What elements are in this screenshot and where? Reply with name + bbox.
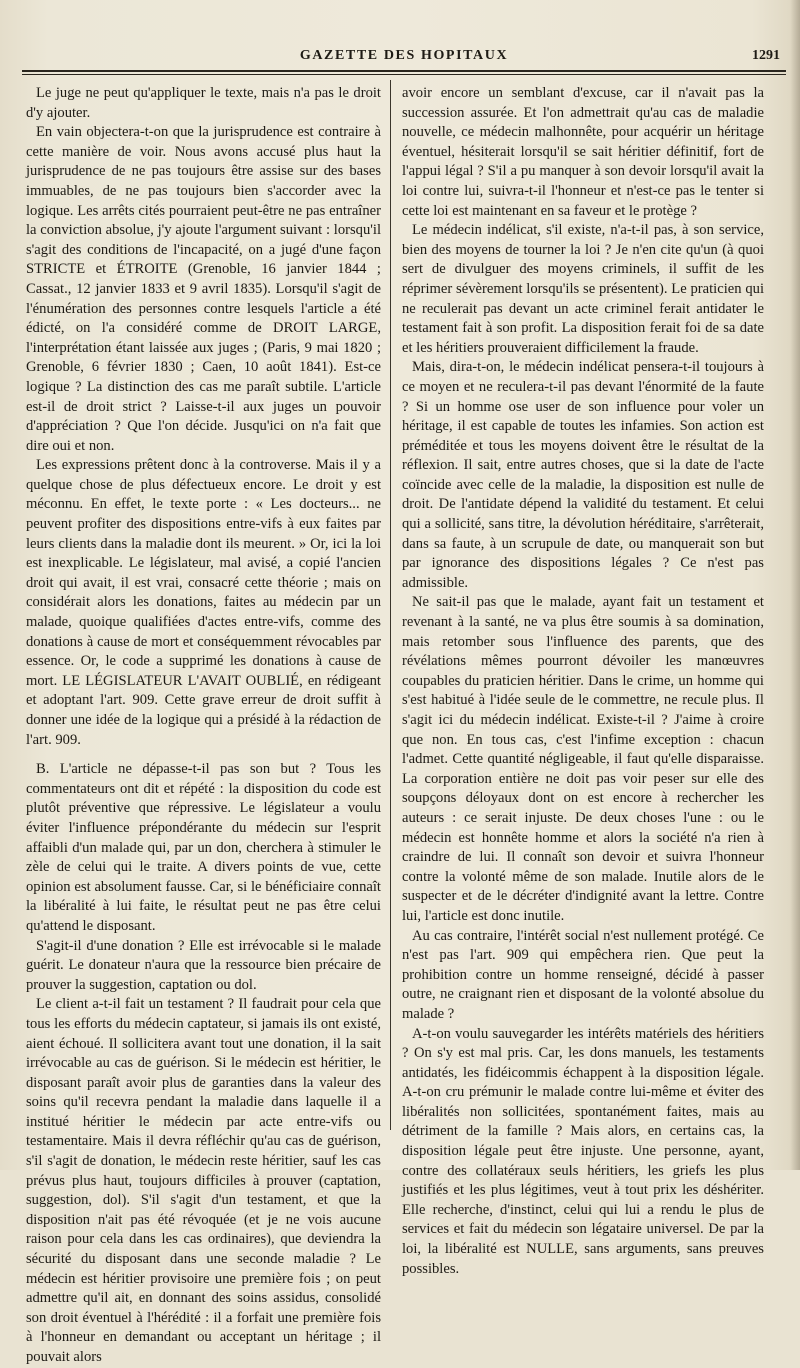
running-title: GAZETTE DES HOPITAUX: [299, 48, 509, 63]
paragraph: Les expressions prêtent donc à la controverse. Mais il y a quelque chose de plus défectueux encore. Le droit y est méconnu. En effet, le texte porte : « Les docteurs... ne peuvent profiter des dispositions entre-vifs à eux faites par leurs clients dans la maladie dont ils meurent. » Or, ici la loi est inexplicable. Le législateur, mal avisé, a copié l'ancien droit qui avait, il est vrai, consacré cette théorie ; mais on considérait alors les donations, faites au médecin par un malade, quoique qualifiées d'actes entre-vifs, comme des donations à cause de mort et conséquemment révocables par essence. Or, le code a supprimé les donations à cause de mort. LE LÉGISLATEUR L'AVAIT OUBLIÉ, en rédigeant et adoptant l'art. 909. Cette grave erreur de droit suffit à donner une idée de la logique qui a présidé à la rédaction de l'art. 909.: [26, 457, 381, 748]
paragraph: Mais, dira-t-on, le médecin indélicat pensera-t-il toujours à ce moyen et ne reculera-t-il pas devant l'énormité de la faute ? Si un homme ose user de son influence pour voler un héritage, il est capable de toutes les infamies. Son action est préméditée et tous les moyens doivent être le résultat de la réflexion. Il sait, entre autres choses, que si la date de l'acte coïncide avec celle de la maladie, la disposition est nulle de droit. De l'antidate dépend la validité du testament. Et celui qui a sollicité, sans titre, la dévolution héréditaire, s'arrêterait, dans sa faute, à un scrupule de date, ou manquerait son but par ignorance des dispositions légales ? Ce n'est pas admissible.: [402, 359, 764, 591]
paragraph: Le client a-t-il fait un testament ? Il faudrait pour cela que tous les efforts du médecin captateur, si jamais ils ont existé, aient échoué. Il sollicitera avant tout une donation, il la sait irrévocable au cas de guérison. Si le médecin est héritier, le disposant paraît avoir plus de garanties dans la valeur des soins qu'il recevra pendant la maladie dans laquelle il a institué héritier le médecin par acte entre-vifs ou testamentaire. Mais il devra réfléchir qu'au cas de guérison, s'il s'agit de donation, le médecin reste héritier, sauf les cas prévus plus haut, toujours difficiles à prouver (captation, suggestion, dol). S'il s'agit d'un testament, et que la disposition n'ait pas été révoquée (et je ne vois aucune raison pour cela dans les cas ordinaires), que deviendra la sécurité du disposant dans une seconde maladie ? Le médecin est héritier provisoire une première fois ; on peut admettre qu'il ait, en donnant des soins assidus, consolidé son droit éventuel à l'hérédité : il a forfait une première fois à l'honneur en demandant ou acceptant un héritage ; il pouvait alors: [26, 996, 381, 1365]
page-edge-shadow: [790, 0, 800, 1170]
paragraph: Au cas contraire, l'intérêt social n'est nullement protégé. Ce n'est pas l'art. 909 qui empêchera rien. Que peut la prohibition contre un homme renseigné, décidé à passer outre, ne craignant rien et disposant de la volonté absolue du malade ?: [402, 927, 764, 1022]
paragraph: En vain objectera-t-on que la jurisprudence est contraire à cette manière de voir. Nous avons accusé plus haut la jurisprudence de ne pas toujours être assise sur des bases immuables, de ne pas toujours bien s'accorder avec la logique. Les arrêts cités pourraient peut-être ne pas entraîner la conviction absolue, j'y ajoute l'argument suivant : lorsqu'il s'agit des conditions de l'incapacité, on a jugé d'une façon STRICTE et ÉTROITE (Grenoble, 16 janvier 1844 ; Cassat., 12 janvier 1833 et 9 avril 1835). Lorsqu'il s'agit de l'énumération des personnes contre lesquels l'article a été édicté, on l'a considéré comme de DROIT LARGE, l'interprétation étant laissée aux juges ; (Paris, 9 mai 1820 ; Grenoble, 6 février 1830 ; Caen, 10 août 1841). Est-ce logique ? La distinction des cas me paraît subtile. L'article est-il de droit strict ? Laisse-t-il aux juges un pouvoir d'appréciation ? Que l'on décide. Jusqu'ici on n'a fait que dire oui et non.: [26, 124, 381, 454]
paragraph: B. L'article ne dépasse-t-il pas son but ? Tous les commentateurs ont dit et répété : la disposition du code est plutôt préventive que répressive. Le législateur a voulu éviter l'influence prépondérante du médecin sur l'esprit affaibli d'un malade qui, par un don, cherchera à stimuler le zèle de celui qui le traite. A divers points de vue, cette opinion est absolument fausse. Car, si le bénéficiaire connaît la libéralité à lui faite, le résultat peut ne pas être celui qu'attend le disposant.: [26, 761, 381, 934]
paragraph: Ne sait-il pas que le malade, ayant fait un testament et revenant à la santé, ne va plus être soumis à sa domination, mais retomber sous l'influence des parents, que des révélations mêmes pourront dévoiler les manœuvres coupables du praticien héritier. Dans le crime, un homme qui s'est habitué à l'idée seule de le commettre, ne recule plus. Il s'agit ici du médecin indélicat. Existe-t-il ? J'aime à croire que non. En tous cas, c'est l'infime exception : chacun l'admet. Cette quantité négligeable, il faut qu'elle disparaisse. La corporation entière ne doit pas voir peser sur elle des soupçons déloyaux dont on est encore à rechercher les auteurs : ce serait injuste. De deux choses l'une : ou le médecin est honnête homme et alors la société n'a rien à craindre de lui. Il connaît son devoir et suivra l'honneur contre la volonté même de son malade. Inutile alors de le suspecter et de le décréter d'indignité avant la lettre. Contre lui, l'article est donc inutile.: [402, 594, 764, 924]
page-header: [22, 42, 786, 68]
left-column: [26, 84, 381, 1368]
header-rule-thick: [22, 70, 786, 72]
column-separator: [390, 80, 391, 1130]
paragraph: A-t-on voulu sauvegarder les intérêts matériels des héritiers ? On s'y est mal pris. Car, les dons manuels, les testaments antidatés, les fidéicommis échappent à la disposition légale. A-t-on cru prémunir le malade contre lui-même et éviter des libéralités non sollicitées, spontanément faites, mais au détriment de la famille ? Mais alors, en certains cas, la disposition légale peut être injuste. Une personne, ayant, contre des collatéraux seuls héritiers, les griefs les plus justifiés et les plus légitimes, veut à tout prix les déshériter. Elle recherche, d'instinct, celui qui lui a rendu le plus de services et fait du médecin son légataire universel. De par la loi, la libéralité est NULLE, sans arguments, sans preuves possibles.: [402, 1025, 764, 1277]
paragraph: S'agit-il d'une donation ? Elle est irrévocable si le malade guérit. Le donateur n'aura que la ressource bien précaire de prouver la suggestion, captation ou dol.: [26, 937, 381, 993]
header-rule-thin: [22, 74, 786, 75]
paragraph: avoir encore un semblant d'excuse, car il n'avait pas la succession assurée. Et l'on admettrait qu'au cas de maladie nouvelle, ce médecin malhonnête, pour acquérir un héritage éventuel, hésiterait lorsqu'il se sait héritier définitif, fort de l'appui légal ? S'il a pu manquer à son devoir lorsqu'il avait la loi contre lui, suivra-t-il l'honneur et n'est-ce pas le tenter si cette loi est maintenant en sa faveur et le protège ?: [402, 85, 764, 219]
paragraph: Le juge ne peut qu'appliquer le texte, mais n'a pas le droit d'y ajouter.: [26, 85, 381, 121]
paragraph: Le médecin indélicat, s'il existe, n'a-t-il pas, à son service, bien des moyens de tourner la loi ? Je n'en cite qu'un (à quoi sert de divulguer des moyens criminels, il suffit de les réprimer sévèrement lorsqu'ils se présentent). Le praticien qui ne reculerait pas devant un acte criminel ferait antidater le testament fait à son profit. La disposition ferait foi de sa date et les héritiers prouveraient difficilement la fraude.: [402, 222, 764, 356]
page-number: 1291: [752, 48, 780, 63]
right-column: [402, 84, 764, 1279]
